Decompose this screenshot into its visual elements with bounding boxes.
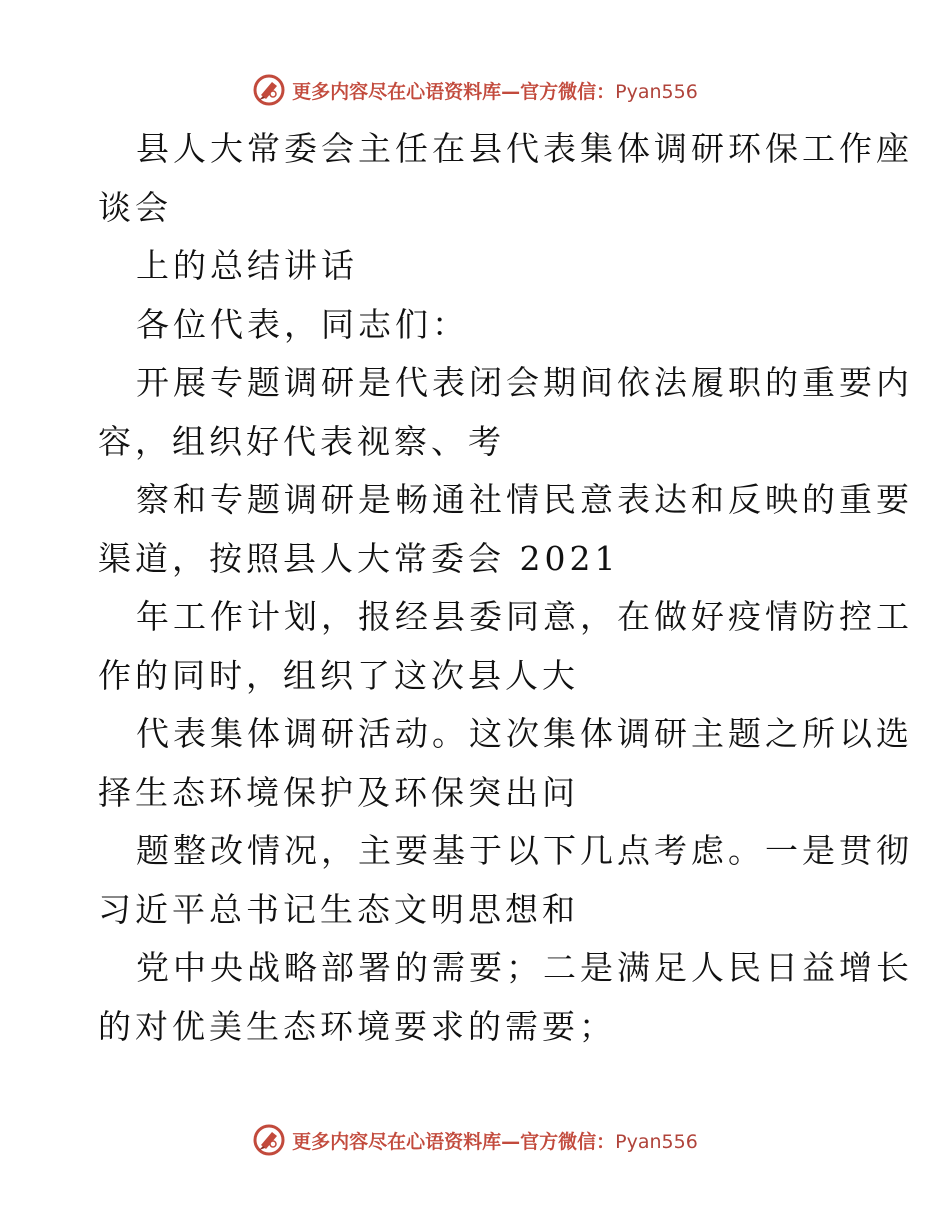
text-line: 代表集体调研活动。这次集体调研主题之所以选 bbox=[136, 714, 913, 753]
text-line: 渠道，按照县人大常委会 2021 bbox=[98, 538, 620, 578]
text-line: 容，组织好代表视察、考 bbox=[98, 421, 505, 461]
text-line: 的对优美生态环境要求的需要； bbox=[98, 1006, 616, 1046]
watermark-wechat-id: Pyan556 bbox=[615, 80, 698, 103]
watermark-wechat-id: Pyan556 bbox=[615, 1130, 698, 1153]
text-line: 年工作计划，报经县委同意，在做好疫情防控工 bbox=[136, 597, 913, 636]
text-line: 习近平总书记生态文明思想和 bbox=[98, 889, 579, 929]
text-line: 谈会 bbox=[98, 187, 172, 227]
text-line: 题整改情况，主要基于以下几点考虑。一是贯彻 bbox=[136, 831, 913, 870]
watermark-header bbox=[0, 70, 950, 110]
watermark-footer bbox=[0, 1120, 950, 1160]
text-line: 作的同时，组织了这次县人大 bbox=[98, 655, 579, 695]
text-line: 上的总结讲话 bbox=[136, 246, 358, 285]
watermark-text: 更多内容尽在心语资料库—官方微信：Pyan556 bbox=[292, 80, 698, 103]
text-line: 择生态环境保护及环保突出问 bbox=[98, 772, 579, 812]
document-body bbox=[98, 120, 913, 1056]
book-pen-logo-icon bbox=[252, 73, 286, 107]
text-line: 开展专题调研是代表闭会期间依法履职的重要内 bbox=[136, 363, 913, 402]
text-line: 县人大常委会主任在县代表集体调研环保工作座 bbox=[136, 129, 913, 168]
watermark-text: 更多内容尽在心语资料库—官方微信：Pyan556 bbox=[292, 1130, 698, 1153]
book-pen-logo-icon bbox=[252, 1123, 286, 1157]
text-line: 党中央战略部署的需要；二是满足人民日益增长 bbox=[136, 948, 913, 987]
text-line: 察和专题调研是畅通社情民意表达和反映的重要 bbox=[136, 480, 913, 519]
text-line: 各位代表，同志们： bbox=[136, 304, 469, 344]
